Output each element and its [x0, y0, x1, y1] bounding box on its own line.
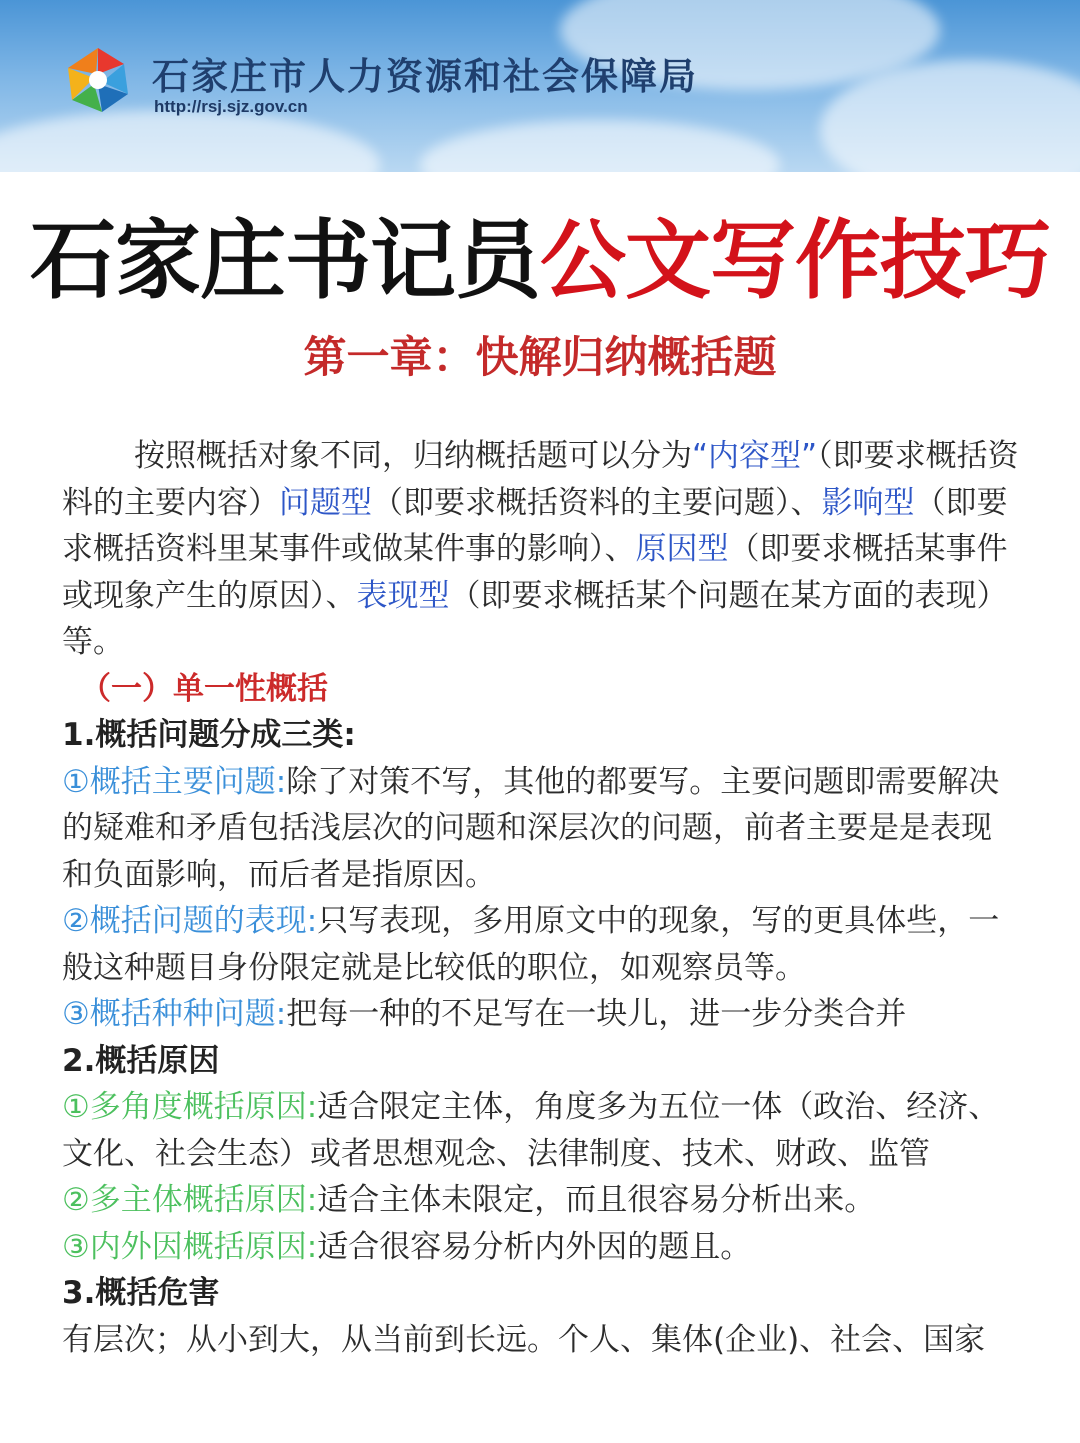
main-title-part2: 公文写作技巧: [540, 211, 1050, 311]
list-item: [62, 1224, 1022, 1271]
item-text: 把每一种的不足写在一块儿，进一步分类合并: [286, 996, 907, 1032]
intro-text: （即要求概括某事件或现象产生的原因）、: [62, 531, 1008, 614]
article-body: [62, 433, 1022, 1363]
main-title: [0, 206, 1080, 316]
item-label: ①概括主要问题:: [62, 763, 287, 800]
intro-text: （即要求概括某个问题在某方面的表现）等。: [62, 577, 1008, 660]
section-heading: 3.概括危害: [62, 1275, 220, 1311]
bureau-logo-icon: [62, 44, 134, 116]
item-label: ①多角度概括原因:: [62, 1089, 318, 1125]
section-heading: 2.概括原因: [62, 1042, 220, 1079]
item-label: ③内外因概括原因:: [62, 1228, 318, 1265]
list-item: [62, 898, 1022, 991]
intro-text: （即要求概括资料的主要问题）、: [372, 484, 822, 521]
intro-paragraph: [62, 433, 1022, 666]
item-text: 适合限定主体，角度多为五位一体（政治、经济、文化、社会生态）或者思想观念、法律制度、技术、财政、监管: [62, 1089, 1000, 1172]
chapter-title: 第一章：快解归纳概括题: [303, 333, 777, 383]
intro-text: （即要求概括资料里某事件或做某件事的影响）、: [62, 484, 1008, 567]
list-item: [62, 759, 1022, 899]
item-text: 除了对策不写，其他的都要写。主要问题即需要解决的疑难和矛盾包括浅层次的问题和深层次的问题，前者主要是是表现和负面影响，而后者是指原因。: [62, 763, 1000, 893]
section-text: 有层次；从小到大，从当前到长远。个人、集体(企业)、社会、国家: [62, 1321, 986, 1358]
header-banner: [0, 0, 1080, 172]
main-title-part1: 石家庄书记员: [30, 211, 540, 311]
keyword-impact-type: 影响型: [821, 484, 915, 521]
list-item: [62, 991, 1022, 1038]
item-label: ③概括种种问题:: [62, 996, 287, 1032]
keyword-cause-type: 原因型: [635, 531, 729, 567]
list-item: [62, 1177, 1022, 1224]
keyword-problem-type: 问题型: [279, 484, 372, 521]
item-label: ②概括问题的表现:: [62, 903, 318, 939]
site-url[interactable]: http://rsj.sjz.gov.cn: [154, 97, 308, 116]
site-title: 石家庄市人力资源和社会保障局: [152, 54, 698, 98]
list-item: [62, 1084, 1022, 1177]
subsection-heading: （一）单一性概括: [80, 670, 328, 707]
keyword-content-type: “内容型”: [692, 438, 818, 474]
intro-text: 按照概括对象不同，归纳概括题可以分为: [134, 438, 692, 474]
item-label: ②多主体概括原因:: [62, 1182, 318, 1218]
section-heading: 1.概括问题分成三类:: [62, 717, 356, 753]
item-text: 适合主体未限定，而且很容易分析出来。: [317, 1182, 876, 1218]
item-text: 只写表现，多用原文中的现象，写的更具体些，一般这种题目身份限定就是比较低的职位，如观察员等。: [62, 903, 1000, 986]
item-text: 适合很容易分析内外因的题且。: [317, 1228, 752, 1265]
keyword-manifestation-type: 表现型: [356, 577, 450, 614]
intro-text: （即要求概括资料的主要内容）: [62, 438, 1019, 521]
